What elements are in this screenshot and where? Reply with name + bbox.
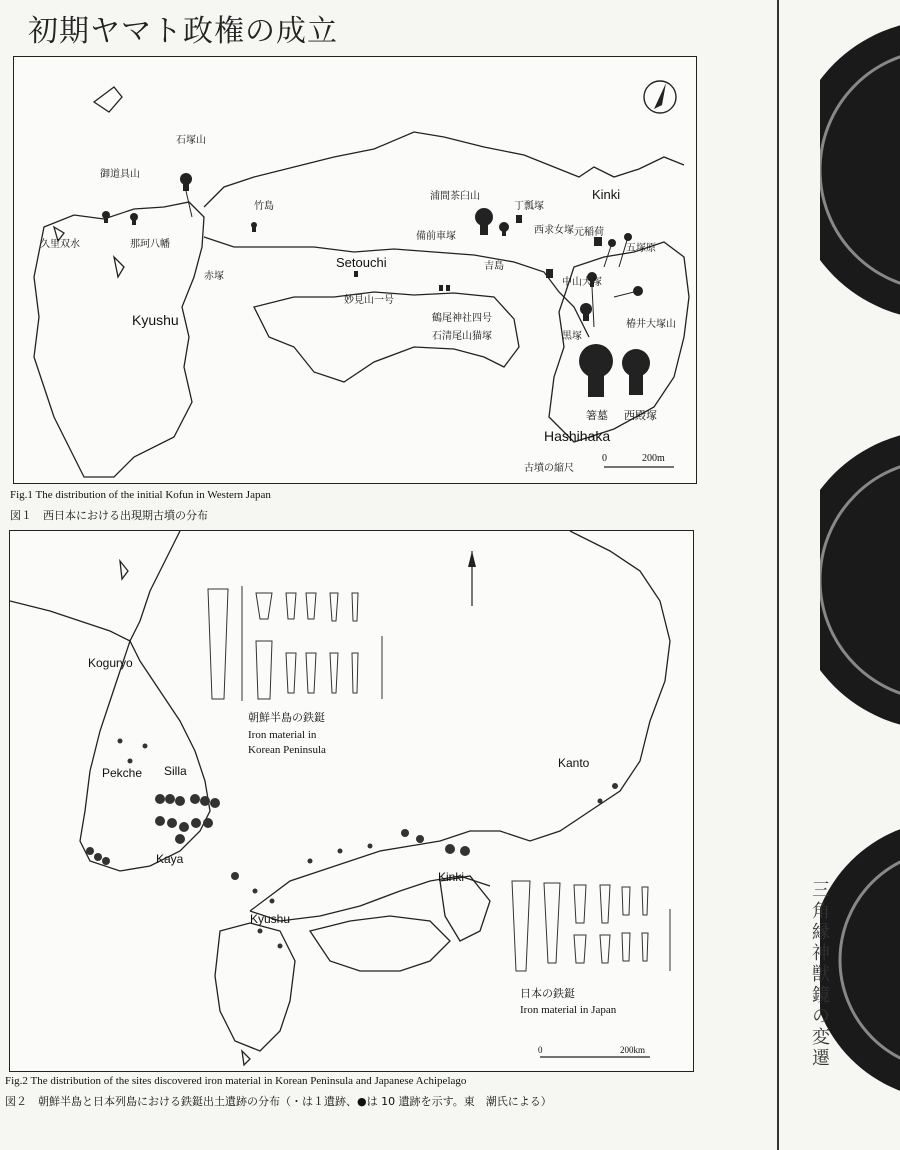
japan-label-en: Iron material in Japan	[520, 1004, 617, 1016]
site-motoinari: 元稲荷	[574, 227, 604, 238]
region-kaya: Kaya	[156, 852, 184, 866]
site-iwaseoyama: 石清尾山猫塚	[432, 331, 492, 342]
korea-label-en-2: Korean Peninsula	[248, 744, 326, 756]
region-setouchi: Setouchi	[336, 255, 387, 270]
scale2-max: 200km	[620, 1045, 646, 1055]
korea-label-ja: 朝鮮半島の鉄鋌	[248, 711, 325, 724]
fig2-caption-en: Fig.2 The distribution of the sites discovered iron material in Korean Peninsula and Japanese Achipelago	[5, 1075, 467, 1087]
fig2-map	[9, 530, 694, 1072]
site-nakahachiman: 那珂八幡	[130, 239, 170, 250]
region-kinki: Kinki	[438, 870, 465, 884]
region-hashihaka: Hashihaka	[544, 428, 611, 444]
japan-label-ja: 日本の鉄鋌	[520, 987, 575, 1000]
mirror-photos	[820, 0, 900, 1150]
scale-label: 古墳の縮尺	[524, 463, 574, 474]
site-odougu: 御道具山	[100, 169, 140, 180]
region-kyushu: Kyushu	[132, 312, 179, 328]
side-title: 三角縁神獣鏡の変遷	[809, 880, 830, 1069]
fig1-caption-en: Fig.1 The distribution of the initial Kofun in Western Japan	[10, 489, 271, 501]
fig1-map-svg	[14, 57, 696, 483]
scale-min: 0	[602, 453, 607, 464]
site-nishimotomezuka: 西求女塚	[534, 225, 574, 236]
site-akazuka: 赤塚	[204, 271, 224, 282]
scale-max: 200m	[642, 453, 665, 464]
site-uramachausuyama: 浦間茶臼山	[430, 191, 480, 202]
site-kurisomizu: 久里双水	[40, 239, 80, 250]
region-kinki: Kinki	[592, 187, 621, 202]
site-tsubaiotsukayama: 椿井大塚山	[626, 319, 676, 330]
region-koguryo: Koguryo	[88, 656, 133, 670]
compass-icon	[644, 81, 676, 113]
region-kanto: Kanto	[558, 756, 590, 770]
site-yoshijima: 吉島	[484, 261, 504, 272]
site-takeshima: 竹島	[254, 201, 274, 212]
scale2-min: 0	[538, 1045, 543, 1055]
page-title: 初期ヤマト政権の成立	[28, 14, 338, 49]
fig1-caption-ja: 図１ 西日本における出現期古墳の分布	[10, 509, 208, 522]
region-kyushu: Kyushu	[250, 912, 291, 926]
site-kurozuka: 黒塚	[562, 331, 582, 342]
site-hashihaka: 箸墓	[586, 409, 608, 422]
fig2-map-svg	[10, 531, 693, 1071]
site-nakayamaotsuka: 中山大塚	[562, 277, 602, 288]
site-tsuruojinja: 鶴尾神社四号	[432, 313, 492, 324]
fig2-caption-ja: 図２ 朝鮮半島と日本列島における鉄鋌出土遺跡の分布（・は１遺跡、●は 10 遺跡を示す。東 潮氏による）	[5, 1095, 552, 1108]
site-nishitonozuka: 西殿塚	[624, 409, 657, 422]
fig1-map	[13, 56, 697, 484]
korea-label-en-1: Iron material in	[248, 729, 317, 741]
site-yokobezuka: 丁瓢塚	[514, 201, 544, 212]
site-bizenkurumazuka: 備前車塚	[416, 231, 456, 242]
region-silla: Silla	[164, 764, 187, 778]
column-divider	[777, 0, 779, 1150]
north-arrow-icon	[468, 551, 476, 606]
site-itsutsukahara: 五塚原	[626, 243, 656, 254]
site-myokenyama: 妙見山一号	[344, 295, 394, 306]
region-pekche: Pekche	[102, 766, 143, 780]
site-ishizukayama: 石塚山	[176, 135, 206, 146]
